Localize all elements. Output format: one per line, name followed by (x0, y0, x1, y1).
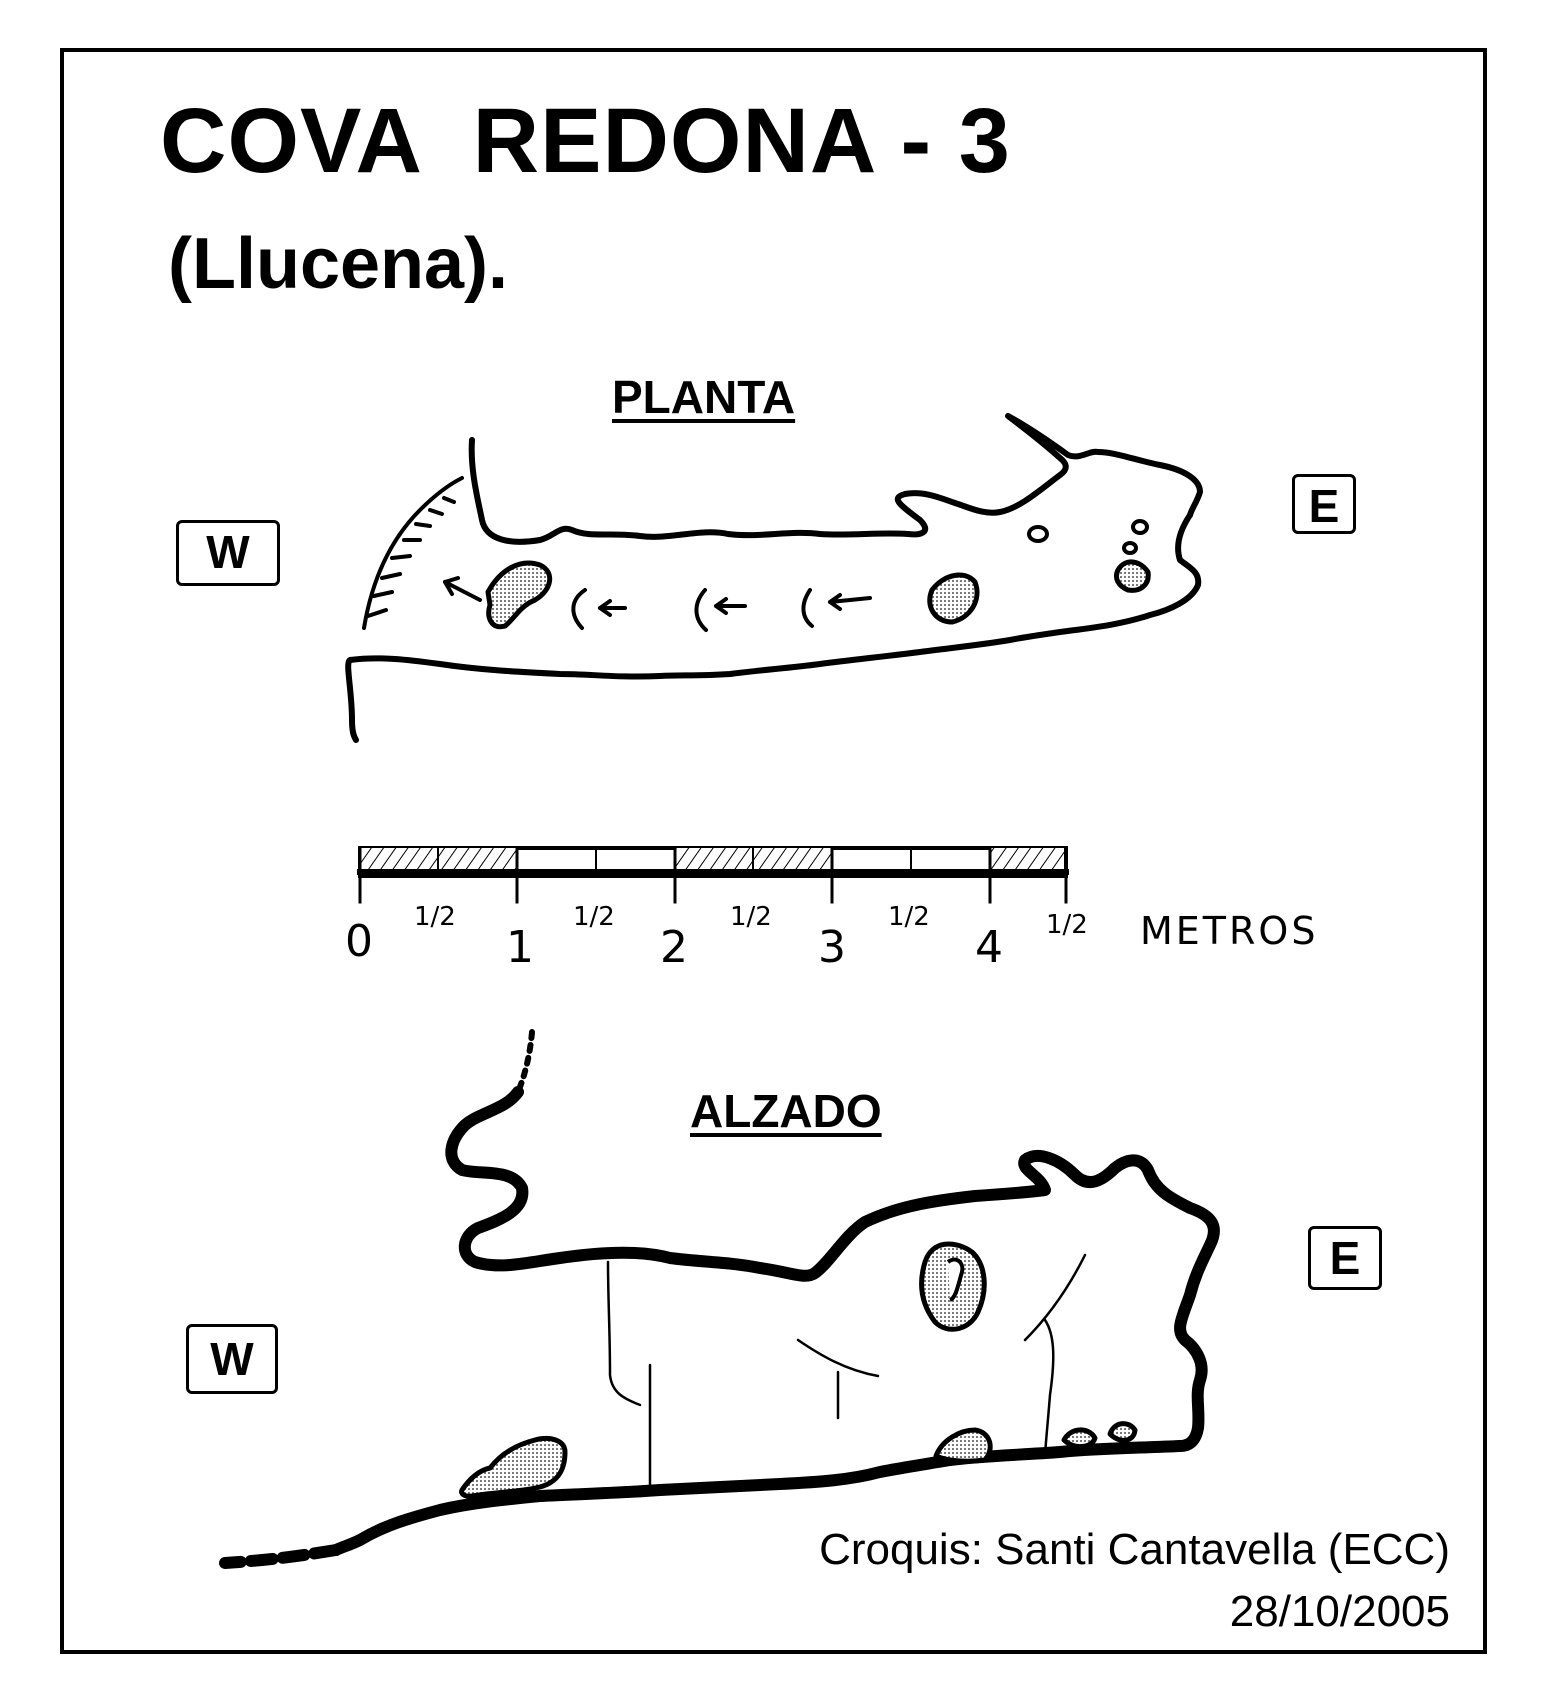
scale-number-4: 4 (975, 922, 1003, 973)
scale-unit-label: METROS (1140, 909, 1319, 953)
plan-blocks (488, 562, 1148, 627)
plan-section-label: PLANTA (612, 371, 796, 423)
scale-number-3: 3 (818, 922, 846, 973)
scale-half-label-1: 1/2 (414, 902, 456, 932)
plan-west-marker: W (176, 520, 280, 586)
scale-bar (360, 848, 1066, 902)
credit-date: 28/10/2005 (1229, 1587, 1450, 1636)
scale-half-label-5: 1/2 (1046, 910, 1088, 940)
scale-half-label-4: 1/2 (888, 902, 930, 932)
scale-number-1: 1 (506, 922, 534, 973)
scale-half-label-2: 1/2 (573, 902, 615, 932)
elevation-section-label: ALZADO (690, 1085, 882, 1137)
credit-author: Croquis: Santi Cantavella (ECC) (819, 1525, 1450, 1574)
scale-number-2: 2 (660, 922, 688, 973)
elevation-east-marker: E (1308, 1226, 1382, 1290)
map-subtitle: (Llucena). (168, 224, 509, 304)
elevation-cave-outline (225, 1032, 1214, 1563)
map-title: COVA REDONA - 3 (160, 90, 1011, 192)
plan-cave-outline (348, 416, 1200, 740)
scale-half-label-3: 1/2 (730, 902, 772, 932)
plan-east-marker: E (1292, 474, 1356, 534)
elevation-west-marker: W (186, 1324, 278, 1394)
scale-number-0: 0 (345, 916, 373, 967)
